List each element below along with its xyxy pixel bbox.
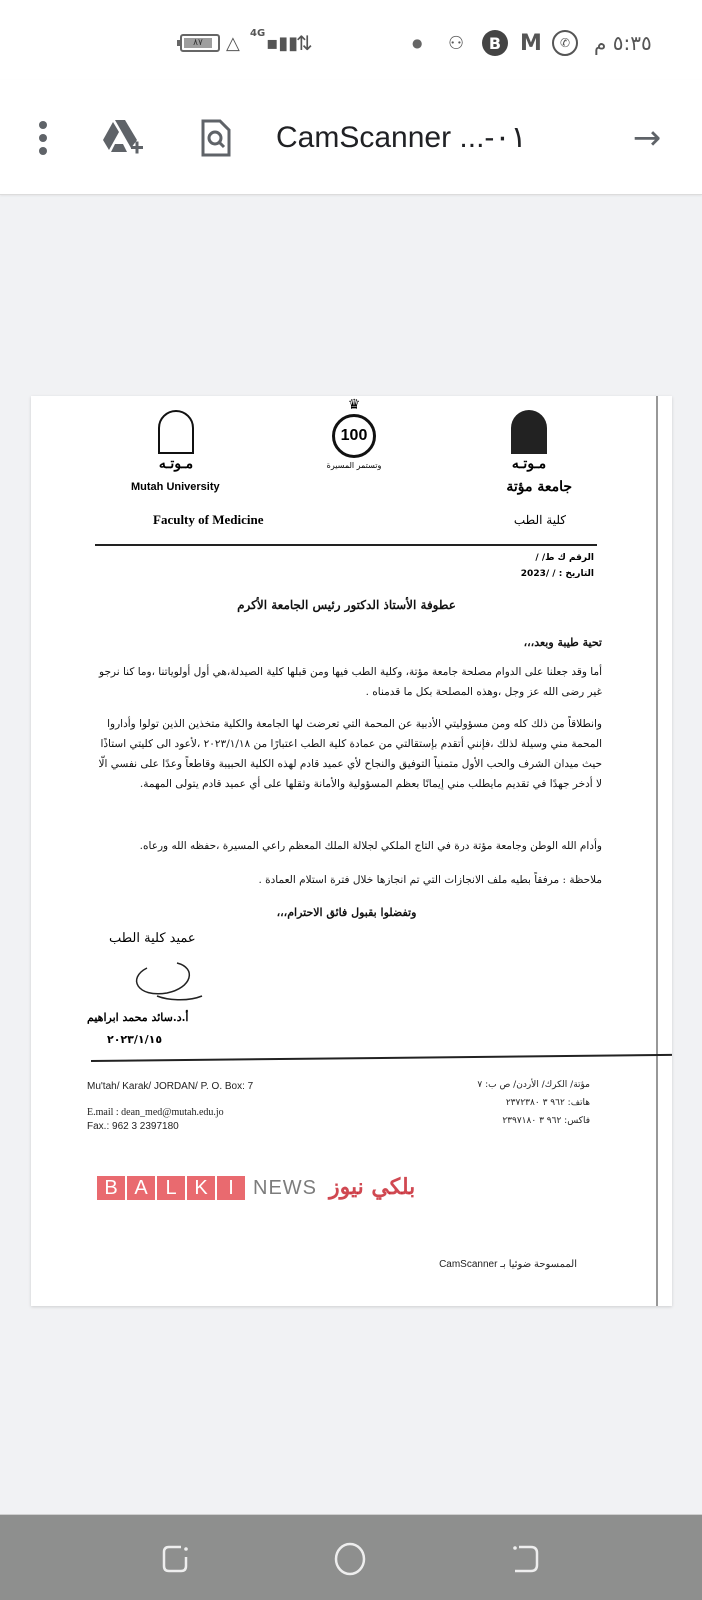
mutah-logo-right — [494, 410, 564, 472]
greeting: تحية طيبة وبعد،،، — [523, 636, 602, 649]
watermark-letter: A — [127, 1176, 155, 1200]
clock: ٥:٣٥ م — [594, 31, 652, 55]
signatory-name: أ.د.سائد محمد ابراهيم — [87, 1011, 189, 1024]
footer-divider — [91, 1054, 672, 1062]
add-to-drive-button[interactable] — [98, 118, 148, 158]
reference-number: الرقم ك ط/ / — [535, 553, 594, 563]
gmail-icon: M — [520, 30, 542, 56]
camera-reel-icon: ⚇ — [448, 32, 465, 54]
find-in-document-button[interactable] — [196, 118, 236, 158]
arch-emblem-icon — [158, 410, 194, 454]
mutah-logo-left — [141, 410, 211, 472]
more-dot-icon — [39, 134, 47, 142]
document-search-icon — [200, 118, 232, 158]
footer-contact-ar — [477, 1076, 590, 1130]
document-page — [31, 396, 672, 1306]
logo-script: مـوتـه — [511, 456, 547, 472]
signatory-title: عميد كلية الطب — [109, 931, 196, 946]
more-dot-icon — [39, 121, 47, 129]
crown-icon: ♛ — [347, 397, 361, 413]
home-button[interactable] — [330, 1539, 370, 1579]
university-name-en: Mutah University — [131, 481, 220, 493]
footer-contact-en — [87, 1080, 253, 1134]
arch-emblem-icon — [511, 410, 547, 454]
logo-script: مـوتـه — [158, 456, 194, 472]
more-dot-icon — [39, 147, 47, 155]
recent-apps-button[interactable] — [156, 1539, 196, 1579]
watermark-arabic-label: بلكي نيوز — [329, 1174, 416, 1200]
handwritten-signature — [107, 948, 217, 1004]
drive-add-icon — [101, 118, 145, 158]
battery-icon — [180, 34, 220, 52]
centenary-tagline: وتستمر المسيرة — [326, 461, 382, 470]
status-bar — [0, 0, 702, 80]
forward-button[interactable] — [622, 118, 672, 158]
data-arrows-icon: ⇅ — [296, 31, 313, 55]
signal-bars-icon: ▪▮▮ — [266, 32, 299, 54]
back-button[interactable] — [506, 1539, 546, 1579]
scan-edge — [656, 396, 658, 1306]
faculty-name-en: Faculty of Medicine — [153, 512, 264, 527]
watermark-letter: L — [157, 1176, 185, 1200]
fax-en: Fax.: 962 3 2397180 — [87, 1121, 179, 1132]
university-name-ar: جامعة مؤتة — [506, 479, 572, 495]
network-type: 4G — [250, 27, 266, 39]
paragraph: وانطلاقاً من ذلك كله ومن مسؤوليتي الأدبية عن المحمة التي تعرضت لها الجامعة والكلية متخذين الذين تولوا وأداروا المحمة مني وسيلة لذلك ،فإنني أتقدم بإستقالتي من عمادة كلية الطب اعتبارًا من ٢٠٢٣/١/١٨ ،لأعود الى كليتي استاذًا حيث ميدان الشرف والحب الأول متمنياً التوفيق والنجاح لأي عميد قادم لهذه الكلية الحبيبة وقاطعاً وعدًا على نفسي الّا لا أدخر جهدًا في تقديم مايطلب مني إيمانًا بعظم المسؤولية والأمانة وثقلها على أي عميد قادم يتولى المهمة. — [98, 718, 602, 790]
faculty-name-ar: كلية الطب — [513, 513, 566, 527]
navigation-bar — [0, 1514, 702, 1600]
app-header — [0, 80, 702, 195]
more-options-button[interactable] — [28, 118, 58, 158]
document-title: CamScanner ...-٠١ — [276, 121, 527, 154]
recent-apps-icon — [161, 1543, 191, 1575]
home-icon — [333, 1541, 367, 1577]
paragraph: وأدام الله الوطن وجامعة مؤتة درة في التاج الملكي لجلالة الملك المعظم راعي المسيرة ،حفظه الله ورعاه. — [139, 840, 602, 852]
whatsapp-icon: ✆ — [552, 30, 578, 56]
b-app-icon: B — [482, 30, 508, 56]
email-en: E.mail : dean_med@mutah.edu.jo — [87, 1107, 224, 1118]
centenary-number: 100 — [332, 414, 376, 458]
phone-ar: هاتف: ٩٦٢ ٣ ٢٣٧٢٣٨٠ — [505, 1098, 590, 1108]
centenary-logo — [321, 398, 387, 471]
addressee: عطوفة الأستاذ الدكتور رئيس الجامعة الأكرم — [237, 598, 456, 612]
notification-dot-icon: ● — [412, 36, 423, 50]
signal-icon — [250, 27, 299, 56]
flask-icon: △ — [226, 32, 240, 54]
attachment-note: ملاحظة : مرفقاً بطيه ملف الانجازات التي تم انجازها خلال فترة استلام العمادة . — [258, 874, 602, 886]
fax-ar: فاكس: ٩٦٢ ٣ ٢٣٩٧١٨٠ — [502, 1116, 590, 1126]
watermark-news-label: NEWS — [253, 1177, 317, 1199]
arrow-right-icon: → — [632, 118, 662, 158]
signature-date: ٢٠٢٣/١/١٥ — [107, 1033, 163, 1046]
watermark-letter: K — [187, 1176, 215, 1200]
battery-level: ٨٧ — [184, 38, 212, 48]
back-icon — [511, 1543, 541, 1575]
reference-block — [521, 550, 594, 582]
address-ar: مؤتة/ الكرك/ الأردن/ ص ب: ٧ — [477, 1080, 590, 1090]
paragraph: أما وقد جعلنا على الدوام مصلحة جامعة مؤتة، وكلية الطب فيها ومن قبلها كلية الصيدلة،هي أول أولوياتنا ،وما كنا نرجو غير رضى الله عز وجل ،وهذه المصلحة بكل ما قدمناه . — [99, 666, 602, 698]
watermark-letter: B — [97, 1176, 125, 1200]
closing: وتفضلوا بقبول فائق الاحترام،،، — [276, 906, 417, 919]
watermark-letter: I — [217, 1176, 245, 1200]
letterhead-divider — [95, 544, 597, 546]
address-en: Mu'tah/ Karak/ JORDAN/ P. O. Box: 7 — [87, 1081, 254, 1092]
reference-date: التاريخ : / /2023 — [520, 569, 594, 579]
scan-credit: الممسوحة ضوئيا بـ CamScanner — [439, 1259, 577, 1270]
